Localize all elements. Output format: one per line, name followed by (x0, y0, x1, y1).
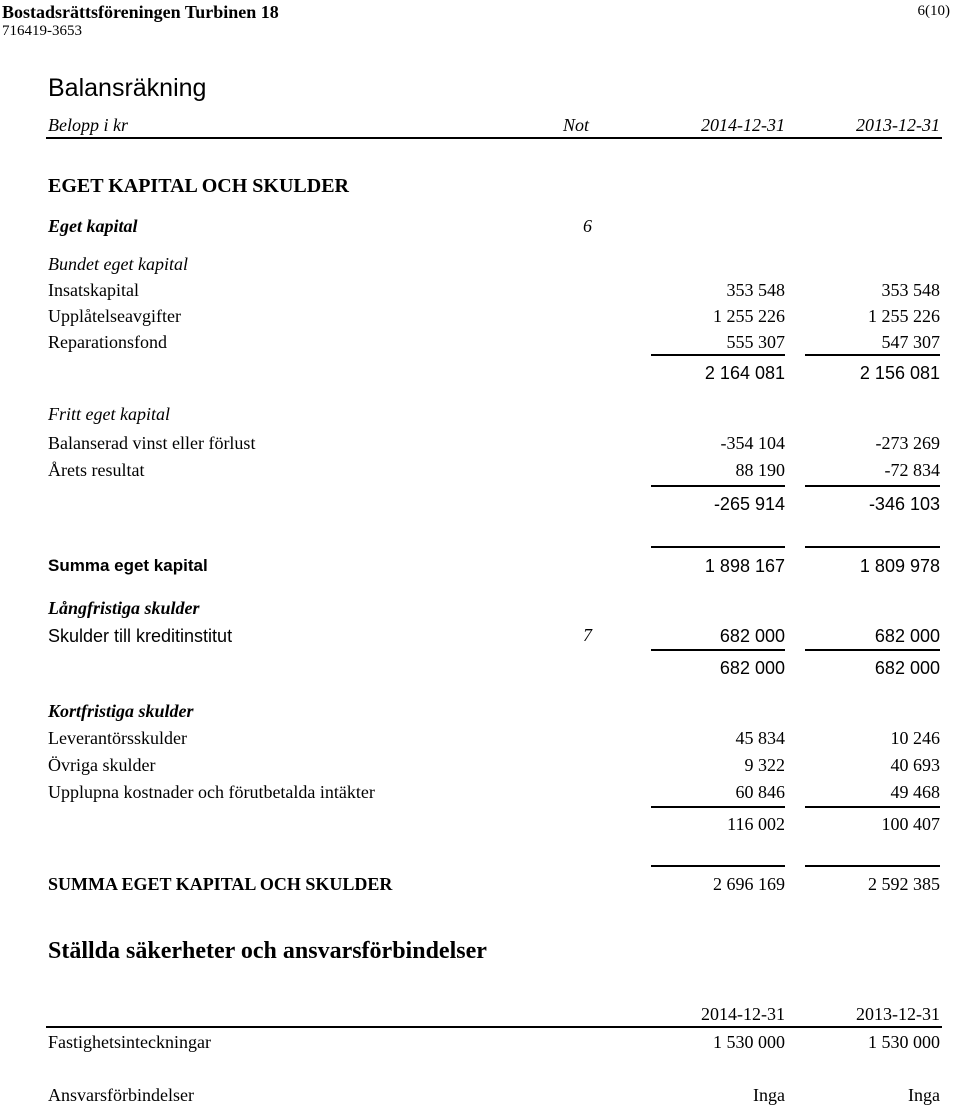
row-value-y1: 682 000 (719, 626, 785, 646)
row-value-y1: -354 104 (720, 433, 785, 453)
row-value-y1: 45 834 (735, 728, 785, 748)
row-label: Balanserad vinst eller förlust (48, 433, 256, 453)
subtotal-rule (651, 806, 785, 808)
org-name: Bostadsrättsföreningen Turbinen 18 (2, 2, 279, 22)
row-label: Leverantörsskulder (48, 728, 187, 748)
row-value-y1: 1 530 000 (713, 1032, 785, 1052)
subtotal-rule (651, 485, 785, 487)
page-number: 6(10) (917, 3, 950, 19)
pledged-assets-title: Ställda säkerheter och ansvarsförbindelser (48, 938, 487, 964)
subtotal-y1: 682 000 (719, 658, 785, 678)
row-value-y2: 353 548 (881, 280, 940, 300)
row-value-y1: 9 322 (744, 755, 785, 775)
year2-header: 2013-12-31 (856, 115, 940, 135)
row-value-y2: 49 468 (890, 782, 940, 802)
longterm-debt-heading: Långfristiga skulder (48, 598, 200, 618)
subtotal-rule (805, 354, 940, 356)
row-value-y2: 1 530 000 (868, 1032, 940, 1052)
row-label: Insatskapital (48, 280, 139, 300)
subtotal-rule (805, 806, 940, 808)
total-rule (805, 865, 940, 867)
section-title: EGET KAPITAL OCH SKULDER (48, 175, 349, 197)
row-value-y2: Inga (908, 1085, 940, 1105)
row-label: Upplupna kostnader och förutbetalda intäkter (48, 782, 375, 802)
row-label: Fastighetsinteckningar (48, 1032, 211, 1052)
restricted-equity-heading: Bundet eget kapital (48, 254, 188, 274)
subtotal-y2: -346 103 (868, 494, 940, 514)
subtotal-y1: 2 164 081 (704, 363, 785, 383)
row-value-y1: 60 846 (735, 782, 785, 802)
pledged-year1-header: 2014-12-31 (701, 1004, 785, 1024)
subtotal-rule (651, 354, 785, 356)
grand-total-y1: 2 696 169 (713, 874, 785, 894)
row-value-y1: 353 548 (726, 280, 785, 300)
pledged-year2-header: 2013-12-31 (856, 1004, 940, 1024)
subtotal-rule (651, 649, 785, 651)
shortterm-debt-heading: Kortfristiga skulder (48, 701, 194, 721)
equity-note: 6 (583, 216, 592, 236)
header-rule (46, 137, 942, 139)
amount-label: Belopp i kr (48, 115, 128, 135)
total-rule (651, 865, 785, 867)
total-equity-y2: 1 809 978 (859, 556, 940, 576)
total-equity-label: Summa eget kapital (48, 556, 208, 575)
row-label: Upplåtelseavgifter (48, 306, 181, 326)
row-value-y2: 547 307 (881, 332, 940, 352)
row-value-y1: 88 190 (735, 460, 785, 480)
row-value-y1: 1 255 226 (713, 306, 785, 326)
row-label: Ansvarsförbindelser (48, 1085, 194, 1105)
row-label: Skulder till kreditinstitut (48, 626, 233, 646)
pledged-header-rule (46, 1026, 942, 1028)
subtotal-rule (805, 485, 940, 487)
subtotal-y2: 2 156 081 (859, 363, 940, 383)
subtotal-y1: 116 002 (727, 814, 785, 834)
equity-heading: Eget kapital (48, 216, 138, 236)
row-value-y2: 1 255 226 (868, 306, 940, 326)
page-title: Balansräkning (48, 74, 207, 102)
grand-total-y2: 2 592 385 (868, 874, 940, 894)
total-rule (651, 546, 785, 548)
subtotal-y2: 682 000 (874, 658, 940, 678)
row-value-y2: 40 693 (890, 755, 940, 775)
org-number: 716419-3653 (2, 23, 82, 39)
year1-header: 2014-12-31 (701, 115, 785, 135)
grand-total-label: SUMMA EGET KAPITAL OCH SKULDER (48, 874, 393, 894)
subtotal-y2: 100 407 (881, 814, 940, 834)
row-note: 7 (583, 625, 592, 645)
total-equity-y1: 1 898 167 (704, 556, 785, 576)
row-value-y1: 555 307 (726, 332, 785, 352)
unrestricted-equity-heading: Fritt eget kapital (48, 404, 170, 424)
row-label: Reparationsfond (48, 332, 167, 352)
row-value-y2: -273 269 (875, 433, 940, 453)
row-value-y1: Inga (753, 1085, 785, 1105)
subtotal-y1: -265 914 (713, 494, 785, 514)
row-value-y2: 10 246 (890, 728, 940, 748)
row-label: Årets resultat (48, 460, 145, 480)
total-rule (805, 546, 940, 548)
row-label: Övriga skulder (48, 755, 156, 775)
row-value-y2: -72 834 (884, 460, 940, 480)
subtotal-rule (805, 649, 940, 651)
row-value-y2: 682 000 (874, 626, 940, 646)
note-col-header: Not (563, 115, 590, 135)
